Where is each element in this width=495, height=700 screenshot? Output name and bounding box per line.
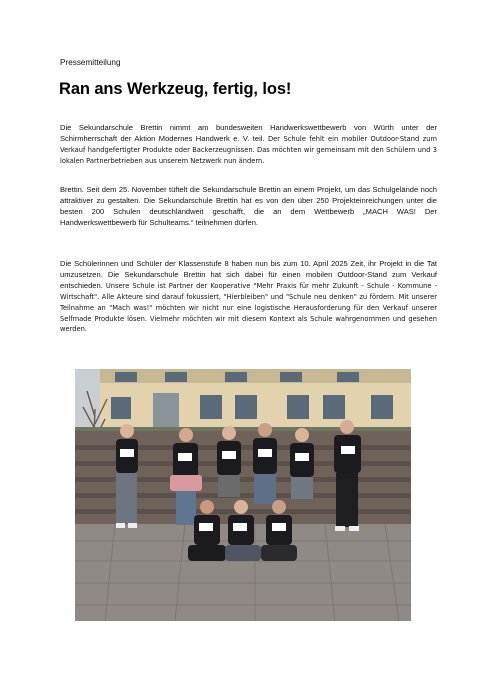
- document-headline: Ran ans Werkzeug, fertig, los!: [59, 80, 292, 98]
- paragraph-intro-lead: Die Sekundarschule Brettin nimmt am bundesweiten Handwerkswettbewerb von Würth unter der Schirmherrschaft der Aktion Modernes Handwerk e. V. teil.: [60, 123, 437, 143]
- paragraph-project-lead: Brettin. Seit dem 25. November tüftelt die Sekundarschule Brettin an einem Projekt, um das Schulgelände noch attraktiver zu gestalten. Die Sekundarschule Brettin hat es von den über 250 Projekteinreichungen unter die besten 200 Schulen deutschlandweit geschafft, die an dem Wettbewerb „MACH WAS! Der Handwerkswettbewerb für Schulteams.“ teilnehmen dürfen.: [60, 185, 437, 227]
- paragraph-intro: [60, 123, 437, 167]
- document-kicker: Pressemitteilung: [60, 58, 121, 67]
- paragraph-project: [60, 185, 437, 229]
- paragraph-intro-tail: Der Schule fehlt ein mobiler Outdoor-Stand zum Verkauf handgefertigter Produkte oder Backerzeugnissen. Das möchten wir gemeinsam mit den Schülern und 3 lokalen Partnerbetrieben aus unserem Netzwerk nun ändern.: [60, 134, 437, 165]
- paragraph-timeline-lead: Die Schülerinnen und Schüler der Klassenstufe 8 haben nun bis zum 10. April 2025 Zeit, ihr Projekt in die Tat umzusetzen. Die Sekundarschule Brettin hat sich dabei für einen mobilen Outdoor-Stand zum Verkauf entschieden.: [60, 259, 437, 290]
- paragraph-timeline-tail: Unsere Schule ist Partner der Kooperative "Mehr Praxis für mehr Zukunft - Schule - Kommune - Wirtschaft". Alle Akteure sind darauf fokussiert, "Hierbleiben" und "Schule neu denken" zu fördern. Mit unserer Teilnahme an "Mach was!" möchten wir nicht nur eine logistische Herausforderung für den Verkauf unserer Selfmade Produkte lösen. Vielmehr möchten wir mit diesem Kontext als Schule wahrgenommen und gesehen werden.: [60, 281, 437, 334]
- paragraph-timeline: [60, 259, 437, 335]
- team-photo: [75, 369, 411, 621]
